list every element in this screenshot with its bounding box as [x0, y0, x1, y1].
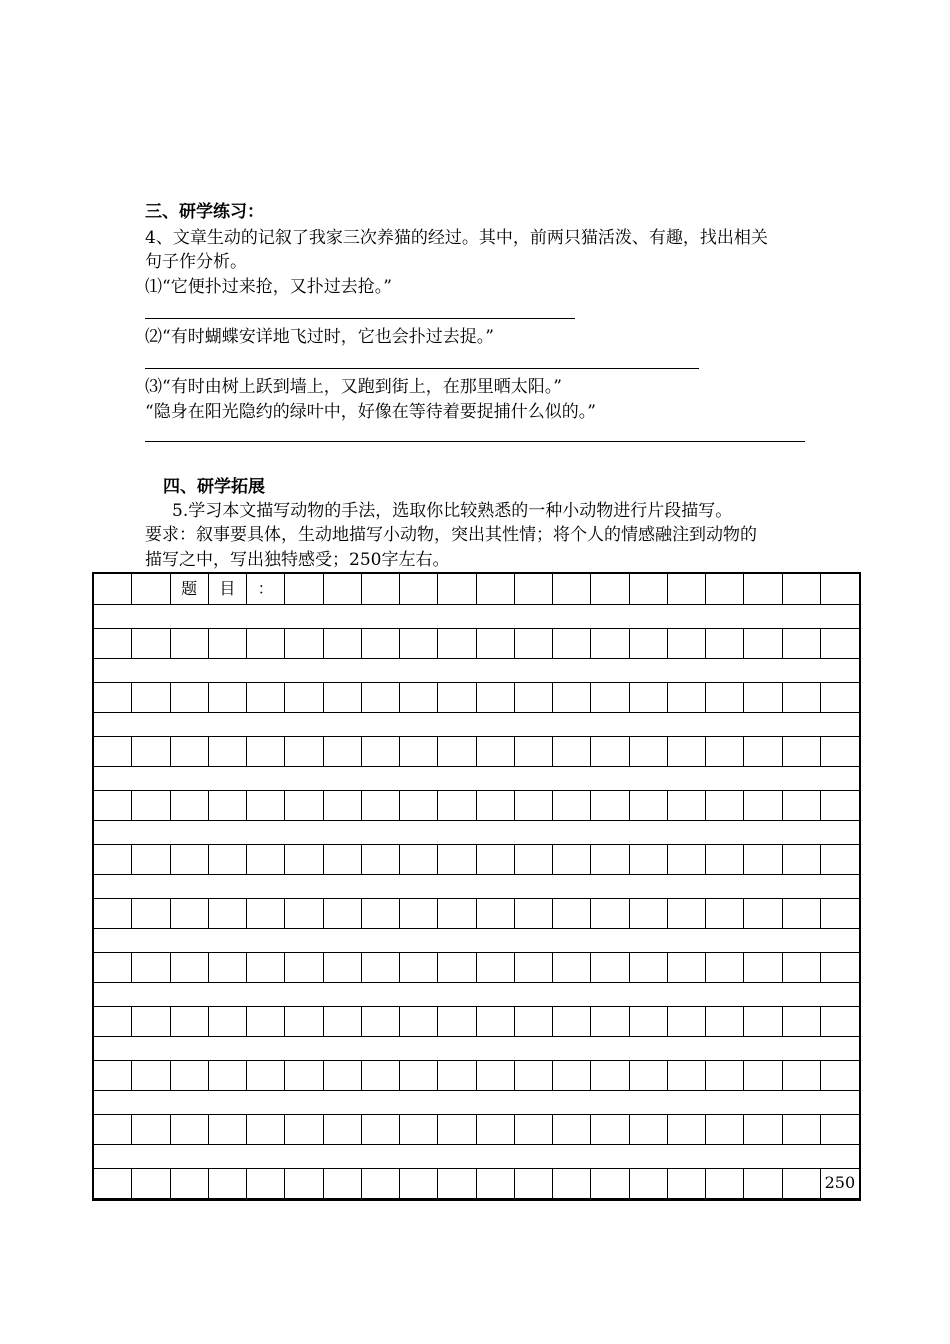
grid-cell[interactable]: [553, 952, 591, 982]
grid-cell[interactable]: [94, 952, 132, 982]
grid-cell[interactable]: [362, 736, 400, 766]
grid-cell[interactable]: [324, 1114, 362, 1144]
grid-cell[interactable]: [744, 736, 782, 766]
grid-cell[interactable]: [477, 898, 515, 928]
grid-cell[interactable]: [209, 1114, 247, 1144]
grid-cell[interactable]: [94, 1006, 132, 1036]
grid-cell[interactable]: [171, 1114, 209, 1144]
grid-rule: [94, 820, 859, 821]
grid-cell[interactable]: [247, 1114, 285, 1144]
grid-cell[interactable]: [247, 1006, 285, 1036]
grid-cell[interactable]: [630, 1168, 668, 1198]
grid-cell[interactable]: [285, 1114, 323, 1144]
grid-cell[interactable]: [477, 1168, 515, 1198]
grid-cell[interactable]: [744, 628, 782, 658]
grid-cell[interactable]: [706, 1168, 744, 1198]
grid-cell[interactable]: [362, 952, 400, 982]
grid-cell[interactable]: [171, 1168, 209, 1198]
grid-cell[interactable]: [553, 628, 591, 658]
grid-row: [94, 628, 859, 658]
grid-cell[interactable]: [171, 736, 209, 766]
grid-cell[interactable]: [553, 574, 591, 604]
grid-cell[interactable]: [132, 790, 170, 820]
grid-cell[interactable]: [477, 1060, 515, 1090]
grid-rule: [94, 604, 859, 605]
grid-cell[interactable]: [247, 844, 285, 874]
grid-cell[interactable]: [324, 574, 362, 604]
grid-cell[interactable]: [783, 574, 821, 604]
grid-cell[interactable]: [438, 628, 476, 658]
grid-cell[interactable]: [324, 1168, 362, 1198]
grid-cell[interactable]: [400, 1168, 438, 1198]
grid-cell[interactable]: [630, 898, 668, 928]
grid-cell[interactable]: [821, 628, 859, 658]
grid-cell[interactable]: [783, 898, 821, 928]
grid-cell[interactable]: [706, 682, 744, 712]
grid-cell[interactable]: [668, 1006, 706, 1036]
grid-cell[interactable]: [477, 736, 515, 766]
grid-cell[interactable]: [744, 844, 782, 874]
grid-cell[interactable]: [171, 790, 209, 820]
grid-cell[interactable]: [515, 844, 553, 874]
grid-cell[interactable]: [591, 1168, 629, 1198]
grid-cell[interactable]: [591, 790, 629, 820]
grid-cell[interactable]: [438, 574, 476, 604]
grid-cell[interactable]: [285, 952, 323, 982]
grid-cell[interactable]: [821, 898, 859, 928]
grid-cell[interactable]: [209, 682, 247, 712]
grid-cell[interactable]: [630, 736, 668, 766]
quote-item-3: ⑶“有时由树上跃到墙上，又跑到街上，在那里晒太阳。”: [145, 377, 562, 397]
grid-cell[interactable]: [706, 952, 744, 982]
grid-cell[interactable]: [362, 682, 400, 712]
grid-cell[interactable]: [668, 898, 706, 928]
grid-cell[interactable]: [247, 898, 285, 928]
grid-cell[interactable]: [171, 898, 209, 928]
grid-cell[interactable]: [591, 736, 629, 766]
grid-cell[interactable]: [783, 628, 821, 658]
grid-cell[interactable]: [132, 844, 170, 874]
grid-row: [94, 1114, 859, 1144]
grid-cell[interactable]: [171, 1006, 209, 1036]
grid-cell[interactable]: [668, 736, 706, 766]
grid-cell[interactable]: [821, 682, 859, 712]
grid-cell[interactable]: [94, 682, 132, 712]
grid-cell[interactable]: [591, 898, 629, 928]
grid-cell[interactable]: [515, 1006, 553, 1036]
grid-cell[interactable]: [400, 1006, 438, 1036]
grid-cell[interactable]: [630, 1114, 668, 1144]
grid-cell[interactable]: [324, 844, 362, 874]
answer-line-1[interactable]: [145, 318, 575, 319]
grid-cell[interactable]: [591, 844, 629, 874]
grid-cell[interactable]: [285, 1168, 323, 1198]
grid-cell[interactable]: [744, 898, 782, 928]
grid-cell[interactable]: [94, 844, 132, 874]
grid-cell[interactable]: [132, 628, 170, 658]
grid-cell[interactable]: [132, 682, 170, 712]
grid-cell[interactable]: [400, 682, 438, 712]
grid-cell[interactable]: [132, 1168, 170, 1198]
grid-cell[interactable]: [132, 1006, 170, 1036]
grid-rule: [94, 1090, 859, 1091]
grid-cell[interactable]: [706, 736, 744, 766]
grid-cell[interactable]: [668, 1060, 706, 1090]
grid-cell[interactable]: [515, 952, 553, 982]
grid-rule: [94, 712, 859, 713]
grid-cell[interactable]: [400, 952, 438, 982]
grid-cell[interactable]: [591, 628, 629, 658]
grid-cell[interactable]: [668, 628, 706, 658]
title-char-cell[interactable]: ：: [247, 574, 285, 604]
grid-cell[interactable]: [94, 1114, 132, 1144]
grid-cell[interactable]: [821, 790, 859, 820]
section-4-heading: 四、研学拓展: [163, 477, 265, 497]
grid-cell[interactable]: [285, 1006, 323, 1036]
grid-row: [94, 736, 859, 766]
grid-cell[interactable]: [438, 952, 476, 982]
grid-cell[interactable]: [171, 682, 209, 712]
quote-item-1: ⑴“它便扑过来抢，又扑过去抢。”: [145, 277, 392, 297]
question-4-text-cont: 句子作分析。: [145, 252, 247, 272]
grid-row: [94, 1060, 859, 1090]
grid-cell[interactable]: [515, 1168, 553, 1198]
grid-cell[interactable]: [94, 1168, 132, 1198]
grid-cell[interactable]: [477, 574, 515, 604]
grid-rule: [94, 928, 859, 929]
grid-cell[interactable]: [668, 952, 706, 982]
grid-cell[interactable]: [247, 1168, 285, 1198]
grid-cell[interactable]: [821, 844, 859, 874]
grid-cell[interactable]: [171, 628, 209, 658]
section-3-heading: 三、研学练习：: [145, 202, 264, 222]
grid-cell[interactable]: [438, 1114, 476, 1144]
grid-cell[interactable]: [362, 898, 400, 928]
grid-cell[interactable]: [668, 1168, 706, 1198]
grid-cell[interactable]: [209, 736, 247, 766]
grid-cell[interactable]: [553, 1006, 591, 1036]
grid-rule: [94, 1198, 859, 1199]
grid-cell[interactable]: [783, 1168, 821, 1198]
grid-cell[interactable]: [630, 790, 668, 820]
grid-cell[interactable]: [783, 1114, 821, 1144]
grid-cell[interactable]: [324, 1006, 362, 1036]
grid-cell[interactable]: [400, 1114, 438, 1144]
grid-cell[interactable]: [591, 574, 629, 604]
grid-cell[interactable]: [706, 844, 744, 874]
grid-cell[interactable]: [630, 844, 668, 874]
grid-cell[interactable]: [591, 1114, 629, 1144]
grid-cell[interactable]: [821, 1060, 859, 1090]
grid-cell[interactable]: [94, 574, 132, 604]
grid-cell[interactable]: [285, 736, 323, 766]
grid-cell[interactable]: [821, 1114, 859, 1144]
grid-cell[interactable]: [400, 574, 438, 604]
grid-cell[interactable]: [630, 1060, 668, 1090]
grid-cell[interactable]: [668, 574, 706, 604]
grid-cell[interactable]: [783, 790, 821, 820]
grid-cell[interactable]: [668, 790, 706, 820]
grid-cell[interactable]: [362, 574, 400, 604]
grid-cell[interactable]: [362, 790, 400, 820]
grid-cell[interactable]: [783, 1060, 821, 1090]
grid-cell[interactable]: [477, 628, 515, 658]
grid-cell[interactable]: [132, 898, 170, 928]
question-5-requirements-cont: 描写之中，写出独特感受；250字左右。: [145, 550, 450, 570]
grid-cell[interactable]: [630, 628, 668, 658]
composition-grid[interactable]: [92, 572, 861, 1201]
grid-cell[interactable]: [744, 1168, 782, 1198]
grid-row: [94, 1168, 859, 1198]
grid-cell[interactable]: [668, 682, 706, 712]
grid-cell[interactable]: [744, 952, 782, 982]
grid-cell[interactable]: [132, 952, 170, 982]
grid-cell[interactable]: [362, 1060, 400, 1090]
grid-cell[interactable]: [515, 682, 553, 712]
grid-cell[interactable]: [744, 1006, 782, 1036]
grid-cell[interactable]: [515, 628, 553, 658]
grid-cell[interactable]: [438, 682, 476, 712]
grid-cell[interactable]: [400, 898, 438, 928]
grid-cell[interactable]: [438, 844, 476, 874]
grid-cell[interactable]: [477, 844, 515, 874]
grid-cell[interactable]: [744, 574, 782, 604]
grid-cell[interactable]: [477, 952, 515, 982]
grid-cell[interactable]: [553, 844, 591, 874]
grid-cell[interactable]: [630, 574, 668, 604]
grid-cell[interactable]: [285, 790, 323, 820]
grid-cell[interactable]: [553, 790, 591, 820]
grid-cell[interactable]: [515, 898, 553, 928]
grid-cell[interactable]: [209, 1060, 247, 1090]
grid-row: [94, 898, 859, 928]
grid-cell[interactable]: [362, 1006, 400, 1036]
grid-cell[interactable]: [706, 898, 744, 928]
grid-cell[interactable]: [515, 1114, 553, 1144]
grid-cell[interactable]: [209, 628, 247, 658]
grid-row: [94, 952, 859, 982]
grid-cell[interactable]: [209, 1168, 247, 1198]
grid-cell[interactable]: [94, 898, 132, 928]
grid-cell[interactable]: [400, 628, 438, 658]
grid-cell[interactable]: [477, 1114, 515, 1144]
grid-cell[interactable]: [438, 736, 476, 766]
grid-cell[interactable]: [285, 682, 323, 712]
grid-cell[interactable]: [324, 682, 362, 712]
grid-cell[interactable]: [783, 1006, 821, 1036]
grid-row: [94, 682, 859, 712]
grid-cell[interactable]: [630, 1006, 668, 1036]
question-5-requirements: 要求：叙事要具体，生动地描写小动物，突出其性情；将个人的情感融注到动物的: [145, 525, 757, 545]
grid-cell[interactable]: [324, 898, 362, 928]
answer-line-3[interactable]: [145, 441, 805, 442]
title-char-cell[interactable]: 目: [209, 574, 247, 604]
grid-cell[interactable]: [477, 682, 515, 712]
grid-cell[interactable]: [209, 952, 247, 982]
grid-cell[interactable]: [706, 1060, 744, 1090]
grid-cell[interactable]: [324, 790, 362, 820]
grid-cell[interactable]: [94, 790, 132, 820]
grid-cell[interactable]: [247, 1060, 285, 1090]
grid-cell[interactable]: [285, 574, 323, 604]
grid-rule: [94, 982, 859, 983]
grid-cell[interactable]: [477, 790, 515, 820]
grid-cell[interactable]: [209, 1006, 247, 1036]
grid-cell[interactable]: [400, 790, 438, 820]
grid-cell[interactable]: [400, 844, 438, 874]
grid-cell[interactable]: [324, 1060, 362, 1090]
grid-cell[interactable]: [438, 898, 476, 928]
grid-cell[interactable]: [94, 628, 132, 658]
grid-cell[interactable]: [630, 952, 668, 982]
grid-cell[interactable]: [668, 844, 706, 874]
grid-cell[interactable]: [821, 1006, 859, 1036]
grid-cell[interactable]: [553, 736, 591, 766]
grid-cell[interactable]: [285, 898, 323, 928]
grid-cell[interactable]: [209, 844, 247, 874]
grid-rule: [94, 658, 859, 659]
grid-cell[interactable]: [706, 1006, 744, 1036]
grid-cell[interactable]: [706, 1114, 744, 1144]
word-count-marker[interactable]: 250: [824, 1173, 856, 1192]
grid-rule: [94, 874, 859, 875]
grid-cell[interactable]: [285, 1060, 323, 1090]
grid-cell[interactable]: [515, 790, 553, 820]
question-4-text: 4、文章生动的记叙了我家三次养猫的经过。其中，前两只猫活泼、有趣，找出相关: [145, 228, 768, 248]
grid-cell[interactable]: [477, 1006, 515, 1036]
grid-cell[interactable]: [515, 574, 553, 604]
title-char-cell[interactable]: 题: [171, 574, 209, 604]
grid-rule: [94, 1144, 859, 1145]
grid-cell[interactable]: [132, 1060, 170, 1090]
grid-cell[interactable]: [783, 736, 821, 766]
grid-row: [94, 844, 859, 874]
grid-cell[interactable]: [515, 1060, 553, 1090]
grid-cell[interactable]: [171, 1060, 209, 1090]
grid-cell[interactable]: [553, 1168, 591, 1198]
grid-cell[interactable]: [744, 1060, 782, 1090]
grid-cell[interactable]: [171, 952, 209, 982]
grid-cell[interactable]: [438, 1168, 476, 1198]
question-5-text: 5.学习本文描写动物的手法，选取你比较熟悉的一种小动物进行片段描写。: [172, 501, 733, 521]
grid-cell[interactable]: [400, 736, 438, 766]
quote-item-3-cont: “隐身在阳光隐约的绿叶中，好像在等待着要捉捕什么似的。”: [145, 402, 596, 422]
grid-cell[interactable]: [591, 1006, 629, 1036]
grid-cell[interactable]: [706, 790, 744, 820]
grid-cell[interactable]: [591, 1060, 629, 1090]
grid-cell[interactable]: [783, 682, 821, 712]
grid-cell[interactable]: [744, 790, 782, 820]
answer-line-2[interactable]: [145, 368, 699, 369]
grid-cell[interactable]: [438, 1060, 476, 1090]
grid-cell[interactable]: [630, 682, 668, 712]
grid-cell[interactable]: [553, 898, 591, 928]
grid-cell[interactable]: [209, 898, 247, 928]
grid-cell[interactable]: [132, 574, 170, 604]
grid-cell[interactable]: [285, 628, 323, 658]
grid-cell[interactable]: [553, 682, 591, 712]
grid-cell[interactable]: [553, 1114, 591, 1144]
grid-cell[interactable]: [515, 736, 553, 766]
grid-row: [94, 574, 859, 604]
grid-cell[interactable]: [247, 628, 285, 658]
grid-cell[interactable]: [438, 790, 476, 820]
grid-cell[interactable]: [132, 736, 170, 766]
grid-cell[interactable]: [132, 1114, 170, 1144]
grid-cell[interactable]: [668, 1114, 706, 1144]
grid-cell[interactable]: [783, 952, 821, 982]
grid-cell[interactable]: [362, 628, 400, 658]
grid-cell[interactable]: [821, 952, 859, 982]
grid-row: [94, 1006, 859, 1036]
grid-cell[interactable]: [706, 628, 744, 658]
grid-cell[interactable]: [591, 952, 629, 982]
grid-cell[interactable]: [209, 790, 247, 820]
grid-cell[interactable]: [821, 574, 859, 604]
grid-cell[interactable]: [553, 1060, 591, 1090]
grid-cell[interactable]: [744, 682, 782, 712]
grid-cell[interactable]: [706, 574, 744, 604]
grid-cell[interactable]: [324, 952, 362, 982]
grid-cell[interactable]: [591, 682, 629, 712]
grid-cell[interactable]: [324, 628, 362, 658]
grid-row: [94, 790, 859, 820]
grid-cell[interactable]: [821, 736, 859, 766]
grid-cell[interactable]: [247, 682, 285, 712]
grid-cell[interactable]: [247, 952, 285, 982]
grid-cell[interactable]: [324, 736, 362, 766]
grid-cell[interactable]: [438, 1006, 476, 1036]
grid-cell[interactable]: [247, 790, 285, 820]
grid-cell[interactable]: [362, 844, 400, 874]
grid-cell[interactable]: [783, 844, 821, 874]
grid-cell[interactable]: [171, 844, 209, 874]
grid-cell[interactable]: [362, 1114, 400, 1144]
quote-item-2: ⑵“有时蝴蝶安详地飞过时，它也会扑过去捉。”: [145, 327, 494, 347]
grid-cell[interactable]: [400, 1060, 438, 1090]
grid-cell[interactable]: [285, 844, 323, 874]
grid-rule: [94, 1036, 859, 1037]
grid-cell[interactable]: [362, 1168, 400, 1198]
grid-cell[interactable]: [94, 736, 132, 766]
grid-cell[interactable]: [247, 736, 285, 766]
grid-rule: [94, 766, 859, 767]
grid-cell[interactable]: [744, 1114, 782, 1144]
grid-cell[interactable]: [94, 1060, 132, 1090]
